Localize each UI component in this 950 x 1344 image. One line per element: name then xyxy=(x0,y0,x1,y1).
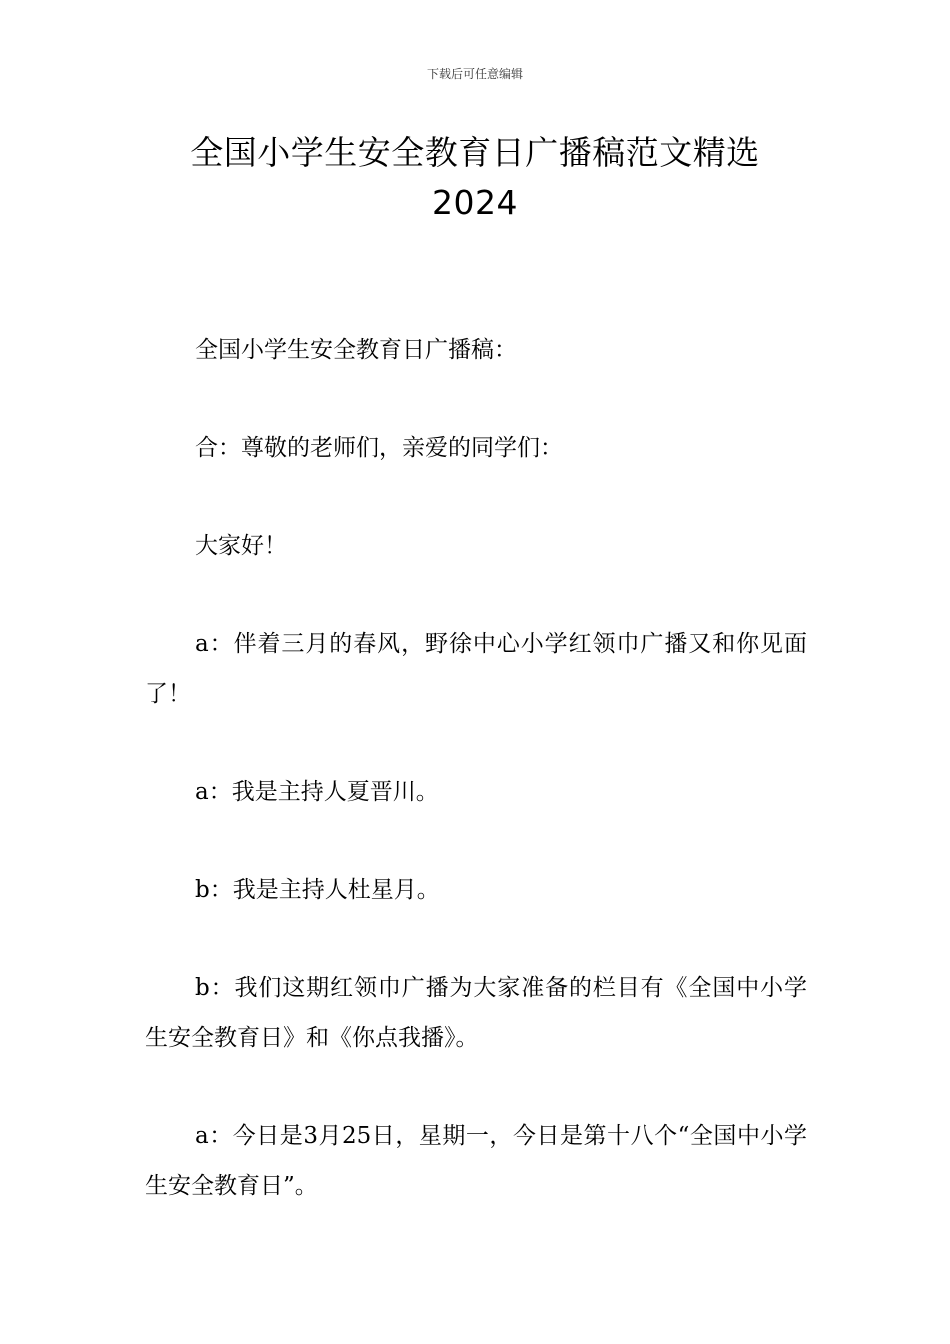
header-note: 下载后可任意编辑 xyxy=(426,67,523,81)
paragraph: 合：尊敬的老师们，亲爱的同学们： xyxy=(195,435,563,461)
title-line-1: 全国小学生安全教育日广播稿范文精选 xyxy=(190,133,760,172)
paragraph: a：今日是3月25日，星期一，今日是第十八个“全国中小学生安全教育日”。 xyxy=(145,1123,807,1199)
paragraph: b：我是主持人杜星月。 xyxy=(195,877,440,903)
paragraph: a：伴着三月的春风，野徐中心小学红领巾广播又和你见面了！ xyxy=(145,631,807,707)
paragraph: 大家好！ xyxy=(195,533,287,559)
paragraph: a：我是主持人夏晋川。 xyxy=(195,779,439,805)
document-body xyxy=(145,325,807,1259)
document-title xyxy=(100,128,850,228)
paragraph: b：我们这期红领巾广播为大家准备的栏目有《全国中小学生安全教育日》和《你点我播》。 xyxy=(145,975,807,1051)
title-line-2: 2024 xyxy=(432,183,518,222)
paragraph: 全国小学生安全教育日广播稿： xyxy=(195,337,517,363)
